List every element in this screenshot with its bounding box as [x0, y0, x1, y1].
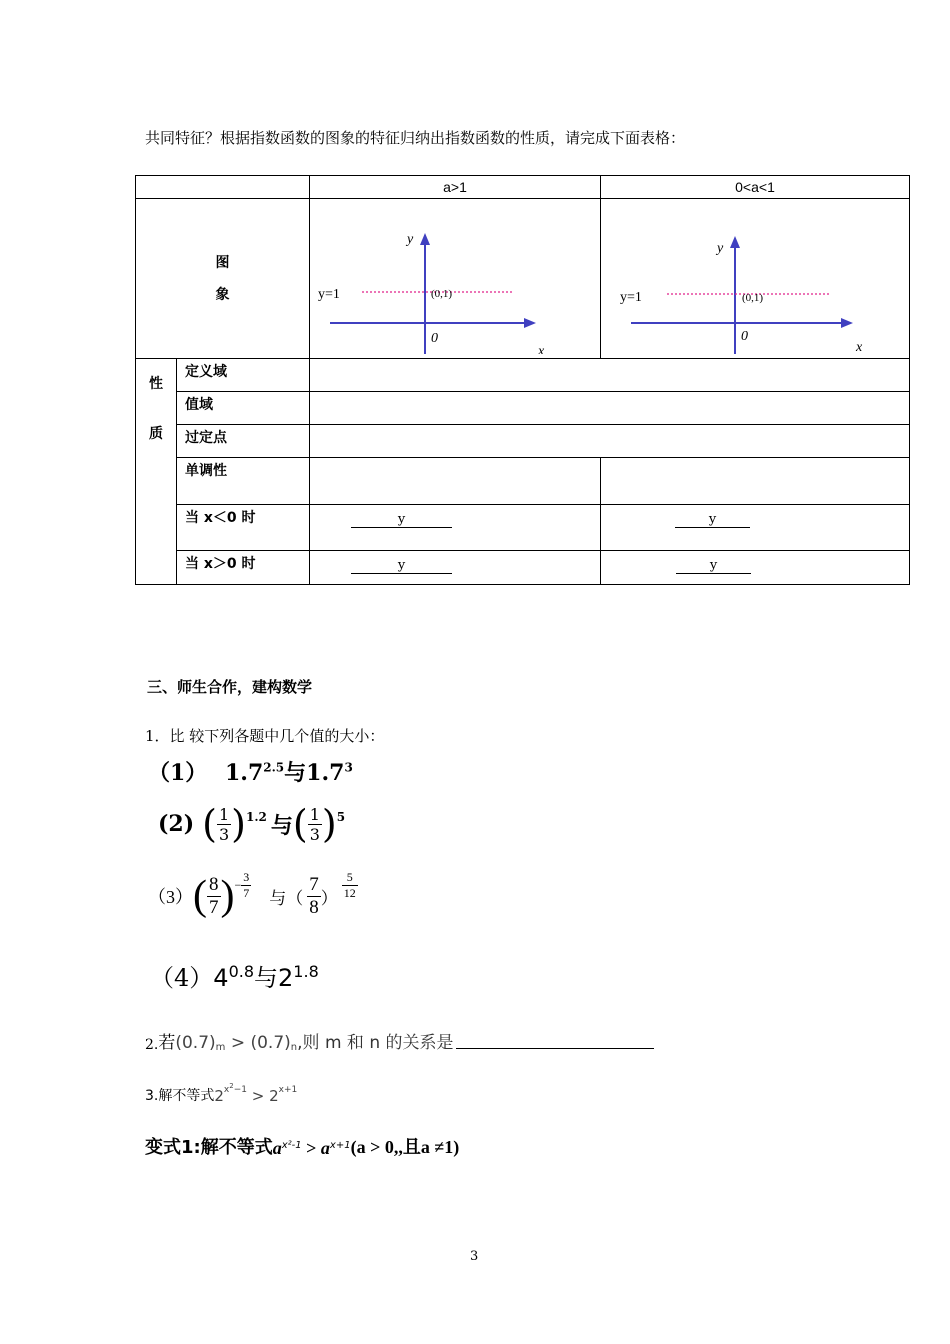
y-axis-label: y: [407, 232, 414, 247]
variant-label: 变式1:: [145, 1137, 201, 1158]
q1-part-1-base: 1.7: [224, 760, 264, 786]
q3-base1: 2: [214, 1087, 224, 1105]
q2-number: 2.: [145, 1037, 159, 1053]
q3-exp2: x+1: [278, 1085, 298, 1095]
q1-part-1-exp1: 2.5: [263, 760, 285, 775]
variant-base2: a: [320, 1138, 330, 1158]
header-empty-cell: [136, 176, 310, 199]
variant-text: 解不等式: [200, 1137, 273, 1158]
answer-blank: y: [351, 513, 452, 528]
q2-rhs: (0.7): [250, 1033, 291, 1053]
q1-part-1-label: （1）: [148, 760, 208, 786]
left-paren: (: [202, 802, 217, 846]
fraction-exp: [342, 870, 358, 901]
graph-a-gt-1-cell: [310, 199, 601, 359]
numerator: 1: [309, 804, 320, 824]
graph-a-lt-1-cell: [601, 199, 910, 359]
x-axis-arrow: [524, 318, 536, 328]
q3-exp1a: x: [223, 1085, 230, 1095]
x-gt-0-a-lt-1-cell: [601, 551, 910, 585]
q2-op: >: [225, 1033, 251, 1053]
variant-condition: (a > 0,,且a ≠1): [350, 1137, 460, 1157]
q3-op: >: [246, 1087, 270, 1105]
q1-part-1: [148, 756, 353, 787]
intro-paragraph: 共同特征？根据指数函数的图象的特征归纳出指数函数的性质，请完成下面表格：: [145, 129, 686, 147]
x-lt-0-a-gt-1-cell: [310, 505, 601, 551]
question-1-stem: 1．比 较下列各题中几个值的大小：: [145, 727, 385, 745]
q2-pre: 若: [158, 1033, 176, 1053]
x-gt-0-a-gt-1-cell: [310, 551, 601, 585]
denominator: 7: [243, 886, 250, 900]
q1-part-4-label: （4）: [150, 964, 214, 992]
answer-blank: y: [676, 559, 751, 574]
row-label-range: 值域: [177, 392, 310, 425]
question-2: [145, 1028, 654, 1053]
side-label-top: 性: [149, 376, 163, 392]
q3-exp1b: 2: [229, 1082, 234, 1090]
answer-blank: y: [351, 559, 452, 574]
row-label-monotonic: 单调性: [177, 458, 310, 505]
right-paren: ): [220, 873, 235, 919]
section-heading: 三、师生合作，建构数学: [147, 678, 313, 696]
q1-part-2-mid: 与: [270, 812, 293, 839]
q2-post: ,则 m 和 n 的关系是: [297, 1033, 454, 1053]
fraction-eight-sevenths: [207, 874, 221, 919]
denominator: 8: [309, 896, 319, 918]
denominator: 12: [343, 886, 356, 900]
x-axis-arrow: [841, 318, 853, 328]
y-equals-1-label: y=1: [620, 290, 642, 305]
answer-blank: y: [675, 513, 750, 528]
point-label: (0,1): [742, 292, 764, 304]
y-axis-label: y: [717, 241, 724, 256]
fraction-exp: [241, 870, 251, 901]
q1-part-1-exp2: 3: [344, 760, 353, 775]
variant-question: [145, 1133, 459, 1159]
origin-label: 0: [741, 329, 748, 344]
range-answer-cell: [310, 392, 910, 425]
fraction-one-third: [308, 805, 322, 844]
q1-part-2-label: (2): [158, 811, 195, 837]
header-a-lt-1: 0<a<1: [601, 176, 910, 199]
numerator: 7: [309, 873, 319, 895]
q1-part-4-base2: 2: [278, 964, 294, 992]
fraction-one-third: [217, 805, 231, 844]
right-paren: ): [231, 802, 246, 846]
q1-part-3-mid: 与（: [269, 888, 304, 908]
properties-table: [135, 175, 910, 585]
denominator: 3: [309, 824, 320, 844]
variant-exp2: x+1: [329, 1140, 351, 1151]
q3-exp1: [224, 1082, 247, 1095]
graph-label-line2: 象: [215, 286, 230, 303]
y-equals-1-label: y=1: [318, 287, 340, 302]
q2-lexp: m: [215, 1042, 226, 1053]
q1-part-2-exp2: 5: [336, 810, 346, 824]
q1-part-2-exp1: 1.2: [245, 810, 267, 824]
q1-part-4-exp1: 0.8: [228, 962, 255, 981]
y-axis-arrow: [420, 233, 430, 245]
domain-answer-cell: [310, 359, 910, 392]
q3-prefix: 3.解不等式: [145, 1088, 215, 1104]
q1-part-3-exponent1: [235, 870, 252, 901]
numerator: 8: [209, 873, 219, 895]
variant-exp1: x²-1: [281, 1140, 302, 1151]
side-label-bottom: 质: [149, 426, 163, 442]
minus-sign: −: [234, 878, 242, 892]
monotonic-a-gt-1-cell: [310, 458, 601, 505]
q1-part-4-mid: 与: [254, 964, 279, 992]
q1-part-4-base1: 4: [213, 964, 229, 992]
question-3: [145, 1082, 297, 1105]
q1-part-3-close: ）: [320, 888, 338, 908]
q1-part-3-label: （3）: [148, 887, 193, 907]
row-label-domain: 定义域: [177, 359, 310, 392]
y-axis-arrow: [730, 236, 740, 248]
row-label-x-gt-0: 当 x＞0 时: [177, 551, 310, 585]
graph-label-line1: 图: [215, 254, 230, 271]
q1-part-4-exp2: 1.8: [293, 962, 319, 981]
q1-part-3: [148, 872, 358, 920]
graph-label-cell: [136, 199, 310, 359]
left-paren: (: [193, 873, 207, 919]
q2-lhs: (0.7): [175, 1033, 216, 1053]
q2-rexp: n: [290, 1042, 298, 1053]
fixed-point-answer-cell: [310, 425, 910, 458]
right-paren: ): [321, 802, 337, 846]
origin-label: 0: [431, 331, 438, 346]
q1-part-1-mid: 与: [284, 760, 307, 786]
q1-part-4: [150, 958, 319, 993]
variant-base1: a: [272, 1138, 282, 1158]
q3-exp1c: −1: [233, 1085, 247, 1095]
properties-side-label: [136, 359, 177, 585]
q3-base2: 2: [269, 1087, 279, 1105]
x-axis-label: x: [856, 340, 863, 354]
graph-a-gt-1: [310, 199, 600, 354]
graph-a-lt-1: [601, 199, 909, 354]
q1-part-1-base2: 1.7: [306, 760, 345, 786]
q2-answer-blank[interactable]: [456, 1048, 654, 1049]
numerator: 3: [243, 870, 250, 884]
page-number: 3: [470, 1249, 479, 1264]
point-label: (0,1): [431, 288, 453, 300]
fraction-seven-eighths: [307, 874, 321, 919]
variant-op: >: [301, 1138, 321, 1158]
header-a-gt-1: a>1: [310, 176, 601, 199]
q1-part-2: [158, 802, 345, 846]
numerator: 1: [218, 804, 230, 824]
row-label-x-lt-0: 当 x＜0 时: [177, 505, 310, 551]
numerator: 5: [342, 870, 358, 886]
row-label-fixed-point: 过定点: [177, 425, 310, 458]
monotonic-a-lt-1-cell: [601, 458, 910, 505]
denominator: 3: [218, 824, 230, 844]
x-axis-label: x: [538, 344, 545, 354]
x-lt-0-a-lt-1-cell: [601, 505, 910, 551]
left-paren: (: [292, 802, 308, 846]
denominator: 7: [209, 896, 219, 918]
